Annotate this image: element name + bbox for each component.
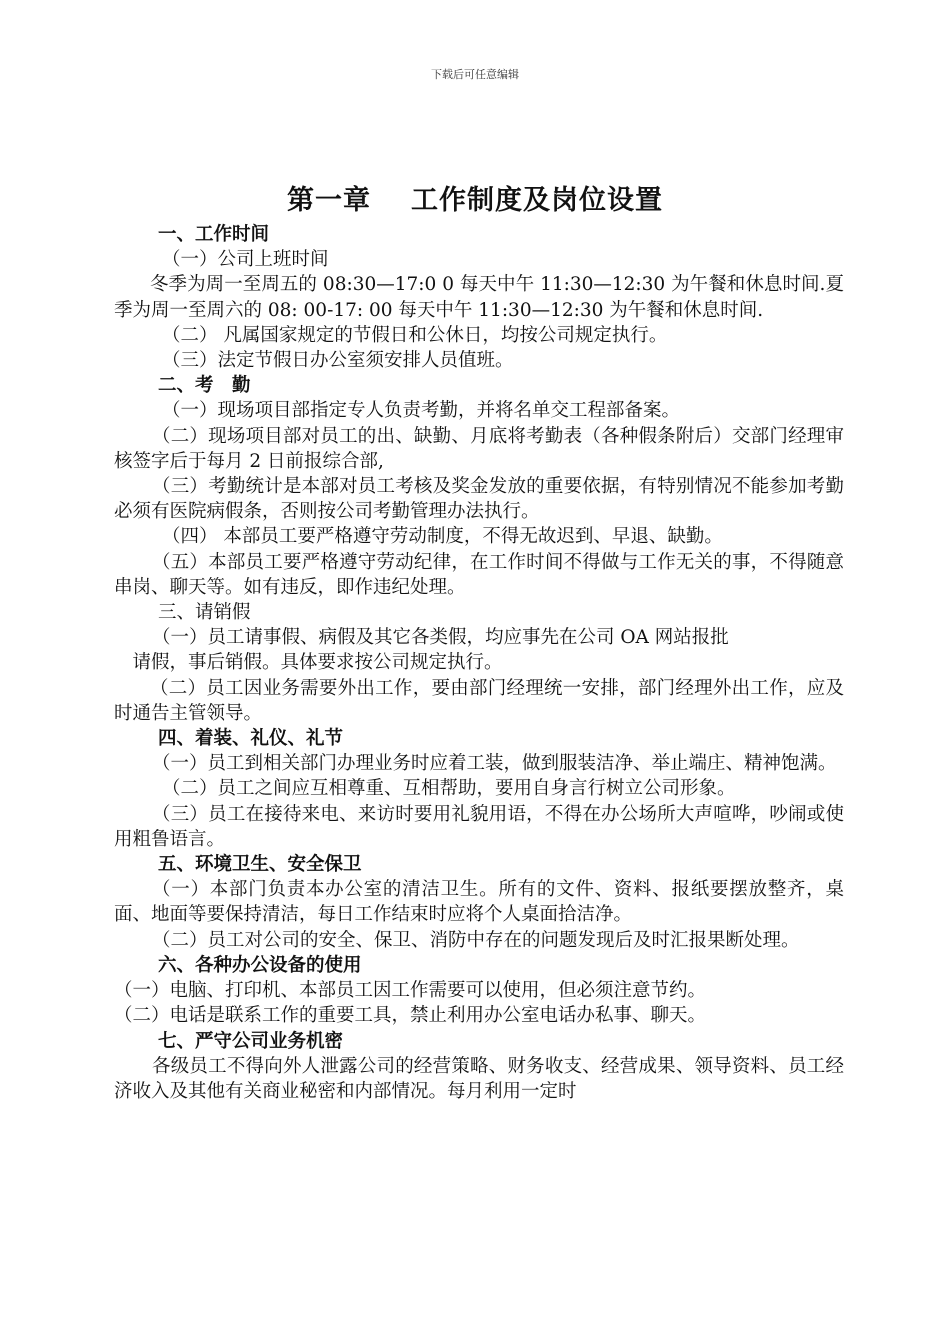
paragraph: （三）员工在接待来电、来访时要用礼貌用语，不得在办公场所大声喧哗，吵闹或使用粗鲁语言。 [114, 803, 844, 850]
paragraph: 冬季为周一至周五的 08:30—17:0 0 每天中午 11:30—12:30 为午餐和休息时间.夏季为周一至周六的 08: 00-17: 00 每天中午 11:30—12:30 为午餐和休息时间. [114, 274, 844, 321]
section-heading: 五、环境卫生、安全保卫 [158, 854, 362, 876]
paragraph: （一）员工请事假、病假及其它各类假，均应事先在公司 OA 网站报批 [152, 627, 729, 649]
section-heading: （二） 凡属国家规定的节假日和公休日，均按公司规定执行。 [162, 324, 668, 346]
chapter-title [0, 178, 950, 217]
section-heading: （三）法定节假日办公室须安排人员值班。 [162, 350, 514, 372]
section-heading: （二）员工之间应互相尊重、互相帮助，要用自身言行树立公司形象。 [162, 778, 736, 800]
section-heading: 六、各种办公设备的使用 [158, 954, 362, 976]
paragraph: （二）员工因业务需要外出工作，要由部门经理统一安排，部门经理外出工作，应及时通告主管领导。 [114, 677, 844, 724]
paragraph: （二）电话是联系工作的重要工具，禁止利用办公室电话办私事、聊天。 [114, 1005, 707, 1027]
section-heading: 一、工作时间 [158, 224, 270, 245]
section-heading: 二、考 勤 [158, 375, 251, 397]
paragraph: （一）本部门负责本办公室的清洁卫生。所有的文件、资料、报纸要摆放整齐，桌面、地面等要保持清洁，每日工作结束时应将个人桌面拾洁净。 [114, 879, 844, 926]
chapter-number: 第一章 [287, 185, 371, 216]
paragraph: （一）电脑、打印机、本部员工因工作需要可以使用，但必须注意节约。 [114, 980, 707, 1002]
section-heading: （一）现场项目部指定专人负责考勤，并将名单交工程部备案。 [162, 400, 681, 422]
paragraph: （五）本部员工要严格遵守劳动纪律，在工作时间不得做与工作无关的事，不得随意串岗、聊天等。如有违反，即作违纪处理。 [114, 551, 844, 598]
paragraph: （三）考勤统计是本部对员工考核及奖金发放的重要依据，有特别情况不能参加考勤必须有医院病假条，否则按公司考勤管理办法执行。 [114, 476, 844, 523]
paragraph: 各级员工不得向外人泄露公司的经营策略、财务收支、经营成果、领导资料、员工经济收入及其他有关商业秘密和内部情况。每月利用一定时 [114, 1055, 844, 1102]
chapter-name: 工作制度及岗位设置 [411, 185, 663, 216]
paragraph: 请假，事后销假。具体要求按公司规定执行。 [114, 652, 503, 674]
paragraph: （一）员工到相关部门办理业务时应着工装，做到服装洁净、举止端庄、精神饱满。 [152, 753, 837, 775]
paragraph: （二）现场项目部对员工的出、缺勤、月底将考勤表（各种假条附后）交部门经理审核签字后于每月 2 日前报综合部, [114, 425, 844, 472]
section-heading: （一）公司上班时间 [162, 249, 329, 271]
section-heading: （四） 本部员工要严格遵守劳动制度，不得无故迟到、早退、缺勤。 [162, 526, 723, 548]
header-note: 下载后可任意编辑 [431, 68, 519, 81]
section-heading: 七、严守公司业务机密 [158, 1030, 344, 1052]
document-body [114, 222, 844, 1104]
paragraph: （二）员工对公司的安全、保卫、消防中存在的问题发现后及时汇报果断处理。 [152, 929, 800, 951]
paragraph: 三、请销假 [158, 602, 251, 624]
section-heading: 四、着装、礼仪、礼节 [158, 728, 344, 750]
